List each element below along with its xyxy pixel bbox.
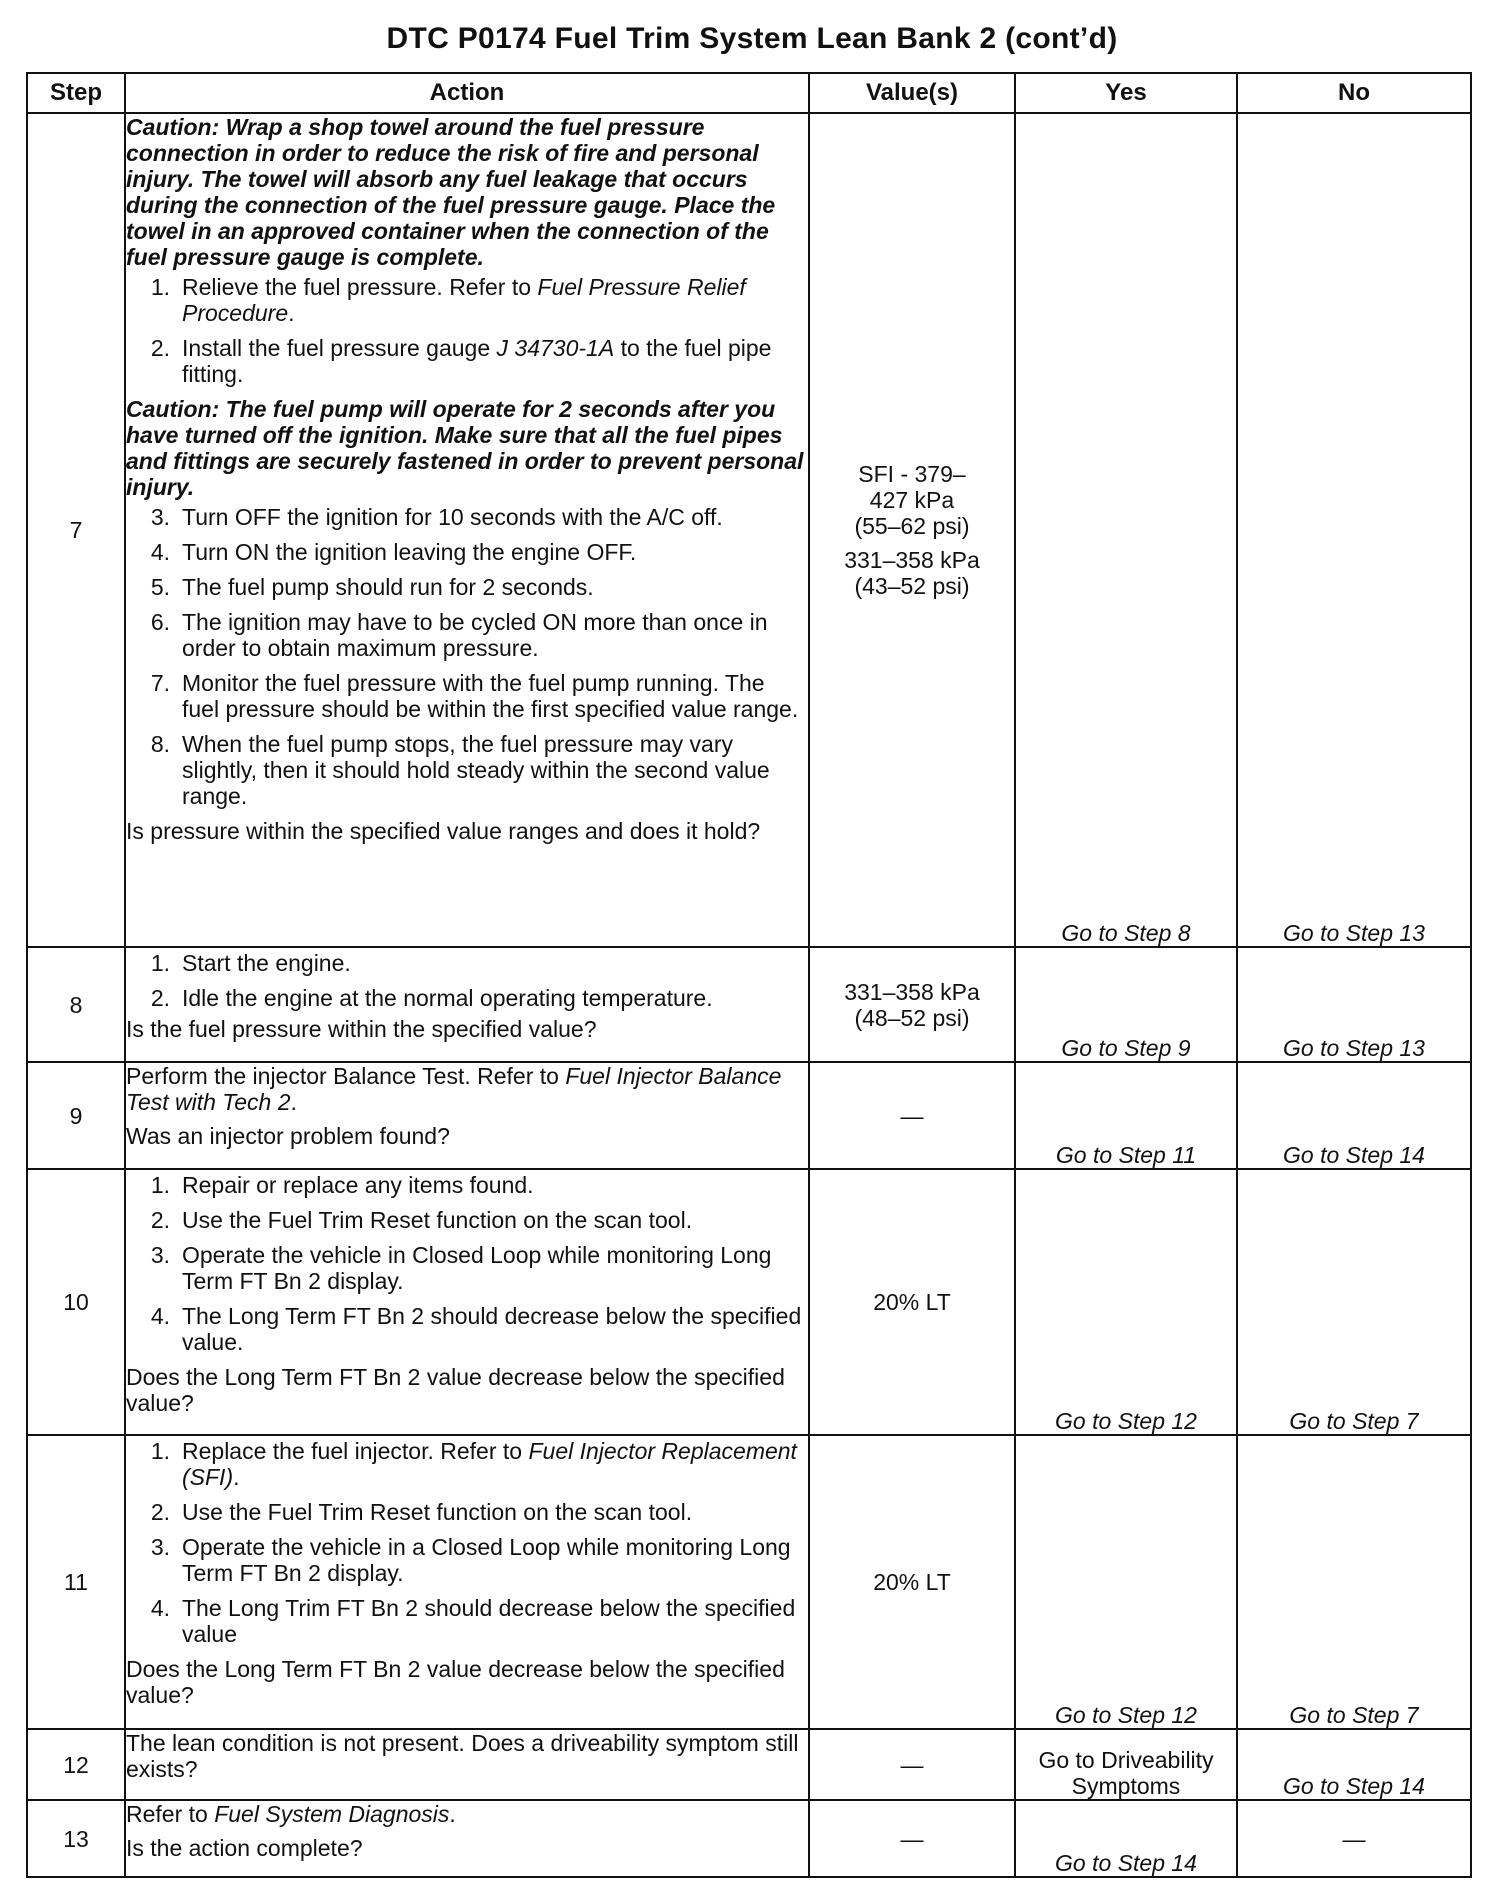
list-item: 1. Start the engine. [150, 950, 351, 976]
reference-link: Fuel Injector Replacement (SFI) [182, 1438, 797, 1490]
value-cell [809, 113, 1015, 947]
caution-text: Caution: Wrap a shop towel around the fuel pressure connection in order to reduce the risk of fire and personal injury. The towel will absorb any fuel leakage that occurs during the connection of the fuel pressure gauge. Place the towel in an approved container when the connection of the fuel pressure gauge is complete. [126, 114, 776, 270]
yes-cell [1015, 947, 1237, 1062]
no-cell [1237, 113, 1471, 947]
list-item: 3. Operate the vehicle in Closed Loop while monitoring Long Term FT Bn 2 display. [150, 1242, 772, 1294]
value-cell: 20% LT [809, 1169, 1015, 1435]
question-text: The lean condition is not present. Does a driveability symptom still exists? [126, 1730, 799, 1782]
no-goto-link[interactable]: Go to Step 14 [1283, 1773, 1425, 1799]
list-item: 2. Use the Fuel Trim Reset function on the scan tool. [150, 1499, 693, 1525]
yes-goto-link[interactable]: Go to Step 12 [1055, 1702, 1197, 1728]
list-item: 4. The Long Term FT Bn 2 should decrease below the specified value. [150, 1303, 802, 1355]
step-number: 8 [27, 947, 125, 1062]
no-cell [1237, 1435, 1471, 1729]
diagnostic-table [26, 72, 1472, 1878]
step-number: 12 [27, 1729, 125, 1800]
action-cell [125, 947, 809, 1062]
value-cell: 331–358 kPa (48–52 psi) [809, 947, 1015, 1062]
action-cell [125, 1729, 809, 1800]
yes-goto-link[interactable]: Go to Step 8 [1061, 920, 1191, 946]
instruction-text: Perform the injector Balance Test. Refer to Fuel Injector Balance Test with Tech 2. [126, 1063, 782, 1115]
question-text: Is the fuel pressure within the specified value? [126, 1016, 597, 1042]
table-row-step-13 [27, 1800, 1471, 1877]
table-row-step-7 [27, 113, 1471, 947]
yes-cell [1015, 1435, 1237, 1729]
list-item: 4. The Long Trim FT Bn 2 should decrease below the specified value [150, 1595, 796, 1647]
yes-goto-link[interactable]: Go to Step 9 [1061, 1035, 1191, 1061]
list-item: 3. Turn OFF the ignition for 10 seconds with the A/C off. [150, 504, 723, 530]
reference-link: Fuel Injector Balance Test with Tech 2 [126, 1063, 782, 1115]
list-item: 7. Monitor the fuel pressure with the fuel pump running. The fuel pressure should be within the first specified value range. [150, 670, 799, 722]
list-item: 5. The fuel pump should run for 2 seconds. [150, 574, 594, 600]
yes-cell [1015, 1800, 1237, 1877]
yes-cell [1015, 1169, 1237, 1435]
list-item: 1. Relieve the fuel pressure. Refer to Fuel Pressure Relief Procedure. [150, 274, 746, 326]
list-item: 2. Use the Fuel Trim Reset function on the scan tool. [150, 1207, 693, 1233]
yes-goto-link[interactable]: Go to Step 11 [1055, 1142, 1197, 1168]
table-row-step-9 [27, 1062, 1471, 1169]
yes-cell [1015, 1062, 1237, 1169]
list-item: 6. The ignition may have to be cycled ON more than once in order to obtain maximum pressure. [150, 609, 768, 661]
value-range-2: 331–358 kPa (43–52 psi) [844, 547, 980, 599]
table-row-step-10 [27, 1169, 1471, 1435]
question-text: Does the Long Term FT Bn 2 value decrease below the specified value? [126, 1364, 785, 1416]
list-item: 4. Turn ON the ignition leaving the engine OFF. [150, 539, 637, 565]
list-item: 3. Operate the vehicle in a Closed Loop while monitoring Long Term FT Bn 2 display. [150, 1534, 791, 1586]
list-item: 8. When the fuel pump stops, the fuel pressure may vary slightly, then it should hold steady within the second value range. [150, 731, 770, 809]
header-yes: Yes [1015, 73, 1237, 113]
no-goto-link[interactable]: Go to Step 7 [1289, 1702, 1419, 1728]
instruction-text: Refer to Fuel System Diagnosis. [126, 1801, 456, 1827]
action-cell [125, 1062, 809, 1169]
header-step: Step [27, 73, 125, 113]
value-cell: — [809, 1729, 1015, 1800]
header-no: No [1237, 73, 1471, 113]
reference-link: Fuel System Diagnosis [214, 1801, 450, 1827]
caution-text: Caution: The fuel pump will operate for 2 seconds after you have turned off the ignition. Make sure that all the fuel pipes and fittings are securely fastened in order to prevent personal injury. [126, 396, 804, 500]
tool-reference: J 34730-1A [496, 335, 615, 361]
action-cell [125, 113, 809, 947]
yes-goto-link[interactable]: Go to Step 14 [1055, 1850, 1197, 1876]
no-goto-link[interactable]: Go to Step 7 [1289, 1408, 1419, 1434]
no-cell [1237, 1729, 1471, 1800]
question-text: Was an injector problem found? [126, 1123, 450, 1149]
value-range-1: SFI - 379– 427 kPa (55–62 psi) [854, 461, 970, 539]
yes-cell [1015, 1729, 1237, 1800]
page-title: DTC P0174 Fuel Trim System Lean Bank 2 (cont’d) [386, 22, 1118, 55]
yes-goto-link[interactable]: Go to Driveability Symptoms [1038, 1747, 1214, 1799]
table-row-step-11 [27, 1435, 1471, 1729]
step-number: 11 [27, 1435, 125, 1729]
list-item: 1. Repair or replace any items found. [150, 1172, 534, 1198]
value-cell: — [809, 1062, 1015, 1169]
table-row-step-8 [27, 947, 1471, 1062]
action-cell [125, 1435, 809, 1729]
list-item: 2. Install the fuel pressure gauge J 34730-1A to the fuel pipe fitting. [150, 335, 772, 387]
action-cell [125, 1800, 809, 1877]
no-goto-link[interactable]: Go to Step 14 [1283, 1142, 1425, 1168]
question-text: Is pressure within the specified value ranges and does it hold? [126, 818, 761, 844]
table-row-step-12 [27, 1729, 1471, 1800]
value-cell: 20% LT [809, 1435, 1015, 1729]
value-cell: — [809, 1800, 1015, 1877]
no-cell: — [1237, 1800, 1471, 1877]
header-values: Value(s) [809, 73, 1015, 113]
step-number: 13 [27, 1800, 125, 1877]
step-number: 7 [27, 113, 125, 947]
no-goto-link[interactable]: Go to Step 13 [1283, 920, 1425, 946]
header-action: Action [125, 73, 809, 113]
no-cell [1237, 947, 1471, 1062]
reference-link: Fuel Pressure Relief Procedure [182, 274, 746, 326]
table-header-row [27, 73, 1471, 113]
list-item: 1. Replace the fuel injector. Refer to Fuel Injector Replacement (SFI). [150, 1438, 797, 1490]
question-text: Does the Long Term FT Bn 2 value decrease below the specified value? [126, 1656, 785, 1708]
no-goto-link[interactable]: Go to Step 13 [1283, 1035, 1425, 1061]
action-cell [125, 1169, 809, 1435]
yes-goto-link[interactable]: Go to Step 12 [1055, 1408, 1197, 1434]
no-cell [1237, 1169, 1471, 1435]
yes-cell [1015, 113, 1237, 947]
no-cell [1237, 1062, 1471, 1169]
list-item: 2. Idle the engine at the normal operating temperature. [150, 985, 713, 1011]
question-text: Is the action complete? [126, 1835, 363, 1861]
step-number: 10 [27, 1169, 125, 1435]
step-number: 9 [27, 1062, 125, 1169]
